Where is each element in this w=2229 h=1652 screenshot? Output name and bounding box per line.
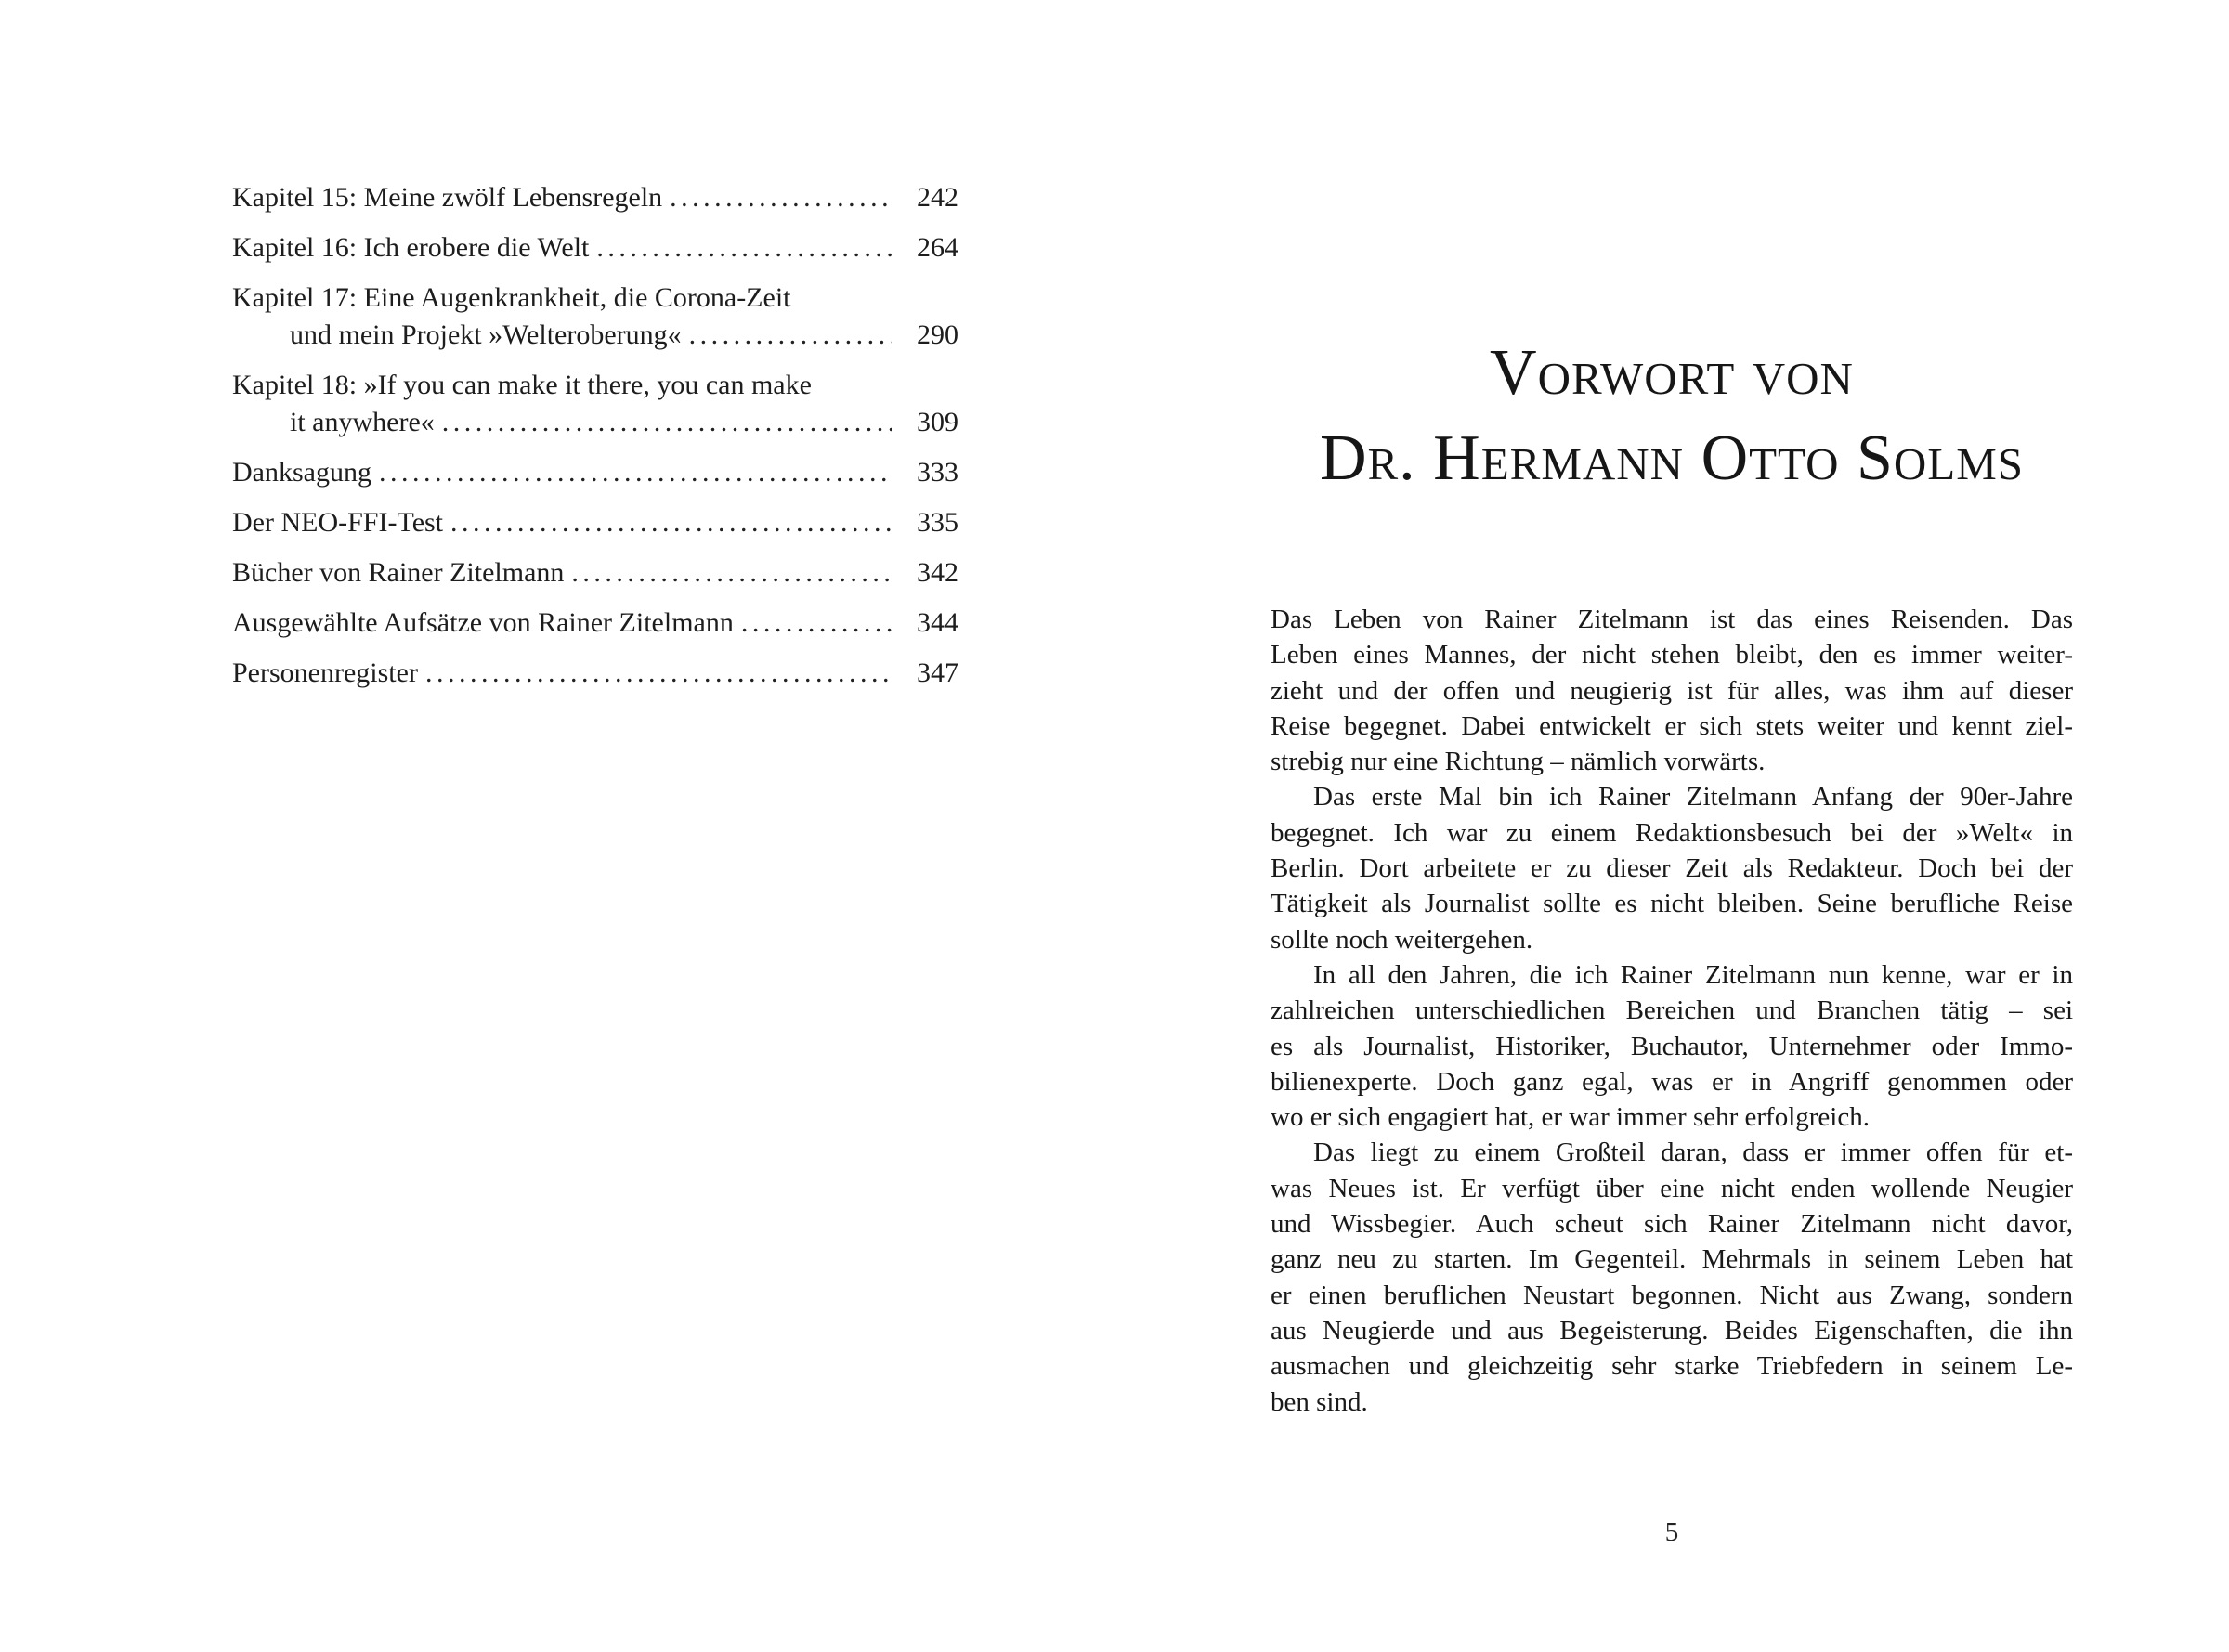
toc-entry — [232, 655, 958, 692]
dot-leader — [450, 504, 892, 541]
toc-page-number: 242 — [917, 182, 958, 213]
toc-entry-row — [232, 229, 958, 267]
toc-entry — [232, 605, 958, 642]
toc-entry-row — [232, 554, 958, 592]
body-line: was Neues ist. Er verfügt über eine nicht enden wollende Neugier — [1271, 1173, 2073, 1203]
body-line: es als Journalist, Historiker, Buchautor, Unternehmer oder Immo- — [1271, 1031, 2073, 1061]
body-line: Reise begegnet. Dabei entwickelt er sich stets weiter und kennt ziel- — [1271, 710, 2073, 741]
toc-page-number: 347 — [917, 657, 958, 688]
toc-page-number: 264 — [917, 232, 958, 263]
toc-entry-title-line: Kapitel 17: Eine Augenkrankheit, die Corona-Zeit — [232, 282, 791, 313]
dot-leader — [571, 554, 892, 592]
toc-entry-row — [232, 504, 958, 541]
toc-entry-title: Der NEO-FFI-Test — [232, 507, 444, 538]
body-line: begegnet. Ich war zu einem Redaktionsbesuch bei der »Welt« in — [1271, 817, 2073, 848]
body-line: und Wissbegier. Auch scheut sich Rainer Zitelmann nicht davor, — [1271, 1209, 2073, 1240]
dot-leader — [442, 404, 892, 441]
foreword-body — [1271, 602, 2073, 1420]
body-line: In all den Jahren, die ich Rainer Zitelmann nun kenne, war er in — [1313, 959, 2073, 990]
body-line: Berlin. Dort arbeitete er zu dieser Zeit als Redakteur. Doch bei der — [1271, 853, 2073, 884]
toc-entry-row — [232, 179, 958, 216]
page-number: 5 — [1664, 1517, 1679, 1547]
toc-entry-title: Bücher von Rainer Zitelmann — [232, 557, 565, 588]
toc-entry-row — [232, 605, 958, 642]
toc-entry — [232, 454, 958, 491]
toc-page-number: 290 — [917, 319, 958, 350]
body-line: Das erste Mal bin ich Rainer Zitelmann Anfang der 90er-Jahre — [1313, 782, 2073, 813]
dot-leader — [670, 179, 892, 216]
toc-entry — [232, 229, 958, 267]
body-line: wo er sich engagiert hat, er war immer sehr erfolgreich. — [1271, 1102, 1870, 1133]
toc-page-number: 333 — [917, 457, 958, 488]
body-line: Leben eines Mannes, der nicht stehen bleibt, den es immer weiter- — [1271, 640, 2073, 670]
body-line: er einen beruflichen Neustart begonnen. Nicht aus Zwang, sondern — [1271, 1280, 2073, 1310]
toc-entry-row — [232, 317, 958, 354]
dot-leader — [596, 229, 892, 267]
dot-leader — [741, 605, 892, 642]
body-line: zieht und der offen und neugierig ist für alles, was ihm auf dieser — [1271, 675, 2073, 706]
toc-page-number: 335 — [917, 507, 958, 538]
toc-page-number: 344 — [917, 607, 958, 638]
toc-entry-title: Kapitel 15: Meine zwölf Lebensregeln — [232, 182, 663, 213]
toc-page-number: 342 — [917, 557, 958, 588]
body-line: zahlreichen unterschiedlichen Bereichen und Branchen tätig – sei — [1271, 995, 2073, 1026]
body-line: ben sind. — [1271, 1386, 1368, 1417]
dot-leader — [379, 454, 892, 491]
body-line: aus Neugierde und aus Begeisterung. Beides Eigenschaften, die ihn — [1271, 1315, 2073, 1346]
body-line: Das Leben von Rainer Zitelmann ist das eines Reisenden. Das — [1271, 605, 2073, 634]
toc-entry — [232, 280, 958, 354]
dot-leader — [689, 317, 892, 354]
toc-entry-row — [232, 655, 958, 692]
toc-entry-title: Kapitel 16: Ich erobere die Welt — [232, 232, 590, 263]
toc-entry-title: Danksagung — [232, 457, 372, 488]
body-line: bilienexperte. Doch ganz egal, was er in Angriff genommen oder — [1271, 1066, 2073, 1097]
toc-entry-title: Personenregister — [232, 657, 418, 688]
toc-entry — [232, 504, 958, 541]
body-line: Tätigkeit als Journalist sollte es nicht bleiben. Seine berufliche Reise — [1271, 889, 2073, 919]
toc-page-number: 309 — [917, 407, 958, 437]
foreword-title-line2: Dr. Hermann Otto Solms — [1319, 423, 2025, 494]
body-line: sollte noch weitergehen. — [1271, 924, 1533, 955]
body-line: strebig nur eine Richtung – nämlich vorwärts. — [1271, 747, 1766, 777]
toc-entry-title-line: Kapitel 18: »If you can make it there, you can make — [232, 370, 812, 400]
toc-entry — [232, 367, 958, 441]
toc-entry-row — [232, 404, 958, 441]
toc-entry — [232, 554, 958, 592]
toc-entry-title: und mein Projekt »Welteroberung« — [290, 319, 682, 350]
body-line: Das liegt zu einem Großteil daran, dass er immer offen für et- — [1313, 1138, 2073, 1168]
toc-entry-row — [232, 454, 958, 491]
body-line: ausmachen und gleichzeitig sehr starke Triebfedern in seinem Le- — [1271, 1351, 2073, 1382]
foreword-title — [1271, 331, 2073, 501]
toc-entry — [232, 179, 958, 216]
foreword-title-line1: Vorwort von — [1490, 337, 1854, 409]
toc-entry-title: Ausgewählte Aufsätze von Rainer Zitelmann — [232, 607, 734, 638]
table-of-contents — [232, 179, 958, 705]
dot-leader — [425, 655, 892, 692]
toc-entry-title: it anywhere« — [290, 407, 435, 437]
body-line: ganz neu zu starten. Im Gegenteil. Mehrmals in seinem Leben hat — [1271, 1244, 2073, 1275]
